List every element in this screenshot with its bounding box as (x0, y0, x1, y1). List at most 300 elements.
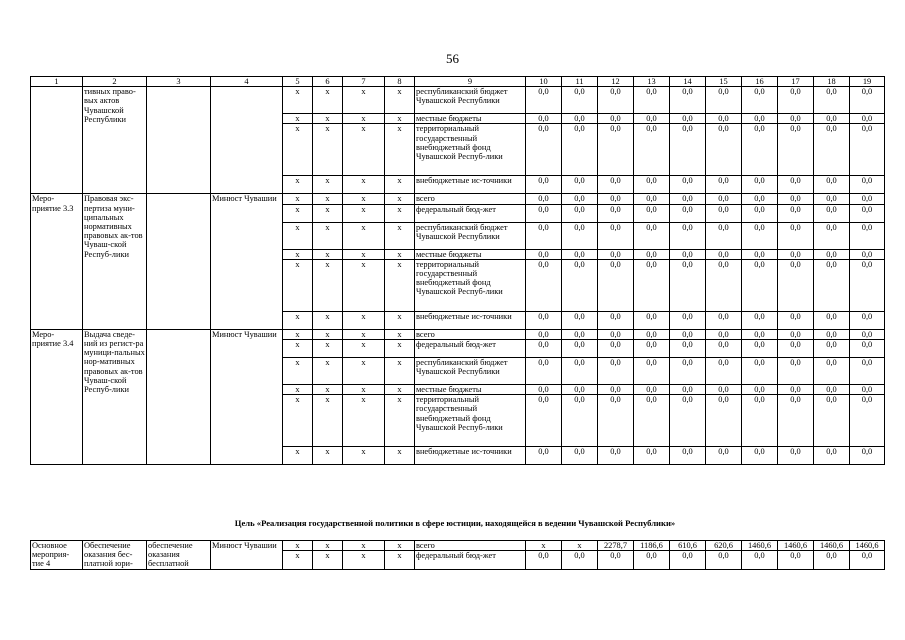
code-mark: x (343, 114, 385, 124)
code-mark: x (343, 87, 385, 114)
code-mark: x (343, 311, 385, 329)
amount-cell: 0,0 (598, 124, 634, 176)
amount-cell: 0,0 (526, 194, 562, 204)
amount-cell: 0,0 (634, 385, 670, 395)
code-mark: x (385, 551, 415, 569)
header-cell: 14 (670, 77, 706, 87)
funding-source: всего (415, 541, 526, 551)
amount-cell: 0,0 (706, 311, 742, 329)
amount-cell: 0,0 (670, 204, 706, 222)
amount-cell: 0,0 (850, 329, 885, 339)
amount-cell: 0,0 (634, 124, 670, 176)
amount-cell: 0,0 (526, 447, 562, 465)
code-mark: x (385, 385, 415, 395)
amount-cell: 0,0 (562, 176, 598, 194)
amount-cell: 0,0 (814, 340, 850, 358)
amount-cell: 0,0 (562, 194, 598, 204)
amount-cell: 0,0 (850, 395, 885, 447)
amount-cell: 0,0 (634, 551, 670, 569)
amount-cell: 0,0 (670, 447, 706, 465)
amount-cell: 0,0 (706, 114, 742, 124)
amount-cell: 0,0 (706, 124, 742, 176)
code-mark: x (283, 114, 313, 124)
funding-source: республиканский бюджет Чувашской Республики (415, 87, 526, 114)
funding-source: всего (415, 329, 526, 339)
budget-table (30, 76, 885, 465)
amount-cell: 0,0 (634, 204, 670, 222)
code-mark: x (343, 249, 385, 259)
code-mark: x (313, 340, 343, 358)
amount-cell: 1460,6 (778, 541, 814, 551)
funding-source: федеральный бюд-жет (415, 340, 526, 358)
amount-cell: 0,0 (706, 176, 742, 194)
code-mark: x (343, 204, 385, 222)
measure-goal (147, 87, 211, 194)
measure-name: Обеспечение оказания бес-платной юри- (83, 541, 147, 570)
amount-cell: 0,0 (526, 358, 562, 385)
amount-cell: 0,0 (670, 329, 706, 339)
amount-cell: 0,0 (670, 259, 706, 311)
amount-cell: 0,0 (562, 385, 598, 395)
amount-cell: 0,0 (850, 340, 885, 358)
amount-cell: 0,0 (634, 259, 670, 311)
amount-cell: 1186,6 (634, 541, 670, 551)
measure-code: Меро-приятие 3.4 (31, 329, 83, 464)
header-cell: 9 (415, 77, 526, 87)
amount-cell: 0,0 (670, 194, 706, 204)
amount-cell: 0,0 (850, 385, 885, 395)
amount-cell: 0,0 (814, 204, 850, 222)
amount-cell: 0,0 (742, 385, 778, 395)
amount-cell: 0,0 (562, 340, 598, 358)
amount-cell: 0,0 (706, 358, 742, 385)
code-mark: x (343, 541, 385, 551)
header-cell: 6 (313, 77, 343, 87)
table-row (31, 329, 885, 339)
header-cell: 16 (742, 77, 778, 87)
amount-cell: 0,0 (814, 194, 850, 204)
code-mark: x (313, 551, 343, 569)
amount-cell: 0,0 (634, 311, 670, 329)
amount-cell: 0,0 (706, 87, 742, 114)
page-number: 56 (446, 51, 459, 66)
code-mark: x (385, 194, 415, 204)
amount-cell: 0,0 (814, 551, 850, 569)
amount-cell: 0,0 (562, 114, 598, 124)
measure-code: Основное мероприя-тие 4 (31, 541, 83, 570)
amount-cell: 0,0 (670, 340, 706, 358)
code-mark: x (283, 87, 313, 114)
code-mark: x (283, 385, 313, 395)
amount-cell: 0,0 (742, 124, 778, 176)
amount-cell: 0,0 (670, 358, 706, 385)
code-mark: x (283, 395, 313, 447)
funding-source: республиканский бюджет Чувашской Республики (415, 222, 526, 249)
amount-cell: 0,0 (742, 114, 778, 124)
code-mark: x (283, 194, 313, 204)
amount-cell: 0,0 (634, 447, 670, 465)
amount-cell: 0,0 (562, 222, 598, 249)
code-mark: x (313, 395, 343, 447)
amount-cell: 0,0 (742, 176, 778, 194)
amount-cell: 0,0 (778, 358, 814, 385)
amount-cell: 0,0 (598, 311, 634, 329)
amount-cell: 0,0 (850, 204, 885, 222)
funding-source: федеральный бюд-жет (415, 551, 526, 569)
code-mark: x (283, 204, 313, 222)
code-mark: x (283, 447, 313, 465)
amount-cell: 0,0 (670, 87, 706, 114)
amount-cell: 0,0 (814, 114, 850, 124)
code-mark: x (313, 311, 343, 329)
code-mark: x (283, 311, 313, 329)
code-mark: x (343, 385, 385, 395)
amount-cell: 0,0 (526, 395, 562, 447)
amount-cell: x (562, 541, 598, 551)
header-cell: 1 (31, 77, 83, 87)
amount-cell: 0,0 (742, 340, 778, 358)
amount-cell: 0,0 (850, 194, 885, 204)
code-mark: x (385, 358, 415, 385)
amount-cell: 0,0 (850, 249, 885, 259)
amount-cell: 0,0 (850, 259, 885, 311)
amount-cell: 0,0 (526, 222, 562, 249)
amount-cell: 0,0 (778, 204, 814, 222)
amount-cell: 0,0 (670, 114, 706, 124)
amount-cell: 1460,6 (850, 541, 885, 551)
amount-cell: 0,0 (742, 204, 778, 222)
amount-cell: 0,0 (670, 222, 706, 249)
amount-cell: 0,0 (814, 176, 850, 194)
code-mark: x (343, 447, 385, 465)
funding-source: республиканский бюджет Чувашской Республики (415, 358, 526, 385)
amount-cell: 0,0 (526, 259, 562, 311)
code-mark: x (283, 222, 313, 249)
amount-cell: 0,0 (706, 329, 742, 339)
code-mark: x (283, 249, 313, 259)
amount-cell: 0,0 (598, 249, 634, 259)
header-cell: 17 (778, 77, 814, 87)
code-mark: x (343, 124, 385, 176)
amount-cell: 0,0 (634, 249, 670, 259)
amount-cell: 1460,6 (814, 541, 850, 551)
funding-source: внебюджетные ис-точники (415, 447, 526, 465)
amount-cell: 0,0 (670, 176, 706, 194)
code-mark: x (385, 249, 415, 259)
amount-cell: 0,0 (598, 114, 634, 124)
goal-heading: Цель «Реализация государственной политики в сфере юстиции, находящейся в ведении Чувашской Республики» (234, 518, 676, 528)
header-cell: 2 (83, 77, 147, 87)
code-mark: x (343, 551, 385, 569)
amount-cell: 0,0 (778, 194, 814, 204)
amount-cell: 0,0 (526, 329, 562, 339)
amount-cell: 0,0 (814, 447, 850, 465)
code-mark: x (343, 329, 385, 339)
responsible-executor: Минюст Чувашии (211, 194, 283, 329)
amount-cell: 2278,7 (598, 541, 634, 551)
amount-cell: 0,0 (778, 385, 814, 395)
amount-cell: 0,0 (814, 87, 850, 114)
amount-cell: 0,0 (562, 311, 598, 329)
amount-cell: 620,6 (706, 541, 742, 551)
code-mark: x (313, 87, 343, 114)
amount-cell: 1460,6 (742, 541, 778, 551)
code-mark: x (313, 259, 343, 311)
table-row (31, 541, 885, 551)
amount-cell: 0,0 (562, 447, 598, 465)
amount-cell: 610,6 (670, 541, 706, 551)
amount-cell: 0,0 (526, 176, 562, 194)
amount-cell: 0,0 (850, 447, 885, 465)
code-mark: x (385, 114, 415, 124)
amount-cell: 0,0 (634, 176, 670, 194)
code-mark: x (385, 447, 415, 465)
code-mark: x (283, 176, 313, 194)
code-mark: x (313, 176, 343, 194)
amount-cell: 0,0 (598, 358, 634, 385)
amount-cell: 0,0 (706, 340, 742, 358)
funding-source: федеральный бюд-жет (415, 204, 526, 222)
amount-cell: 0,0 (814, 395, 850, 447)
amount-cell: 0,0 (526, 551, 562, 569)
amount-cell: 0,0 (778, 87, 814, 114)
amount-cell: 0,0 (634, 329, 670, 339)
code-mark: x (283, 541, 313, 551)
amount-cell: 0,0 (526, 204, 562, 222)
amount-cell: 0,0 (670, 249, 706, 259)
amount-cell: 0,0 (742, 329, 778, 339)
table-row (31, 194, 885, 204)
budget-table-continued (30, 540, 885, 570)
measure-goal (147, 194, 211, 329)
code-mark: x (283, 358, 313, 385)
amount-cell: 0,0 (778, 551, 814, 569)
header-cell: 18 (814, 77, 850, 87)
amount-cell: 0,0 (670, 385, 706, 395)
code-mark: x (313, 222, 343, 249)
code-mark: x (283, 329, 313, 339)
amount-cell: 0,0 (742, 447, 778, 465)
code-mark: x (313, 329, 343, 339)
funding-source: всего (415, 194, 526, 204)
code-mark: x (313, 541, 343, 551)
amount-cell: 0,0 (814, 124, 850, 176)
code-mark: x (313, 114, 343, 124)
measure-code: Меро-приятие 3.3 (31, 194, 83, 329)
amount-cell: 0,0 (598, 340, 634, 358)
amount-cell: x (526, 541, 562, 551)
measure-goal (147, 329, 211, 464)
measure-code (31, 87, 83, 194)
code-mark: x (385, 329, 415, 339)
code-mark: x (313, 249, 343, 259)
amount-cell: 0,0 (634, 114, 670, 124)
amount-cell: 0,0 (634, 340, 670, 358)
amount-cell: 0,0 (742, 222, 778, 249)
measure-name: Выдача сведе-ний из регист-ра муници-пальных нор-мативных правовых ак-тов Чуваш-ской Респуб-лики (83, 329, 147, 464)
code-mark: x (343, 340, 385, 358)
measure-goal: обеспечение оказания бесплатной (147, 541, 211, 570)
amount-cell: 0,0 (598, 447, 634, 465)
header-cell: 15 (706, 77, 742, 87)
amount-cell: 0,0 (526, 87, 562, 114)
code-mark: x (385, 340, 415, 358)
amount-cell: 0,0 (742, 249, 778, 259)
amount-cell: 0,0 (850, 358, 885, 385)
amount-cell: 0,0 (670, 551, 706, 569)
amount-cell: 0,0 (562, 358, 598, 385)
amount-cell: 0,0 (778, 124, 814, 176)
amount-cell: 0,0 (814, 249, 850, 259)
responsible-executor: Минюст Чувашии (211, 541, 283, 570)
amount-cell: 0,0 (742, 87, 778, 114)
code-mark: x (283, 259, 313, 311)
code-mark: x (343, 395, 385, 447)
code-mark: x (385, 222, 415, 249)
amount-cell: 0,0 (850, 551, 885, 569)
funding-source: местные бюджеты (415, 385, 526, 395)
code-mark: x (283, 551, 313, 569)
header-cell: 13 (634, 77, 670, 87)
header-cell: 4 (211, 77, 283, 87)
code-mark: x (313, 204, 343, 222)
measure-name: тивных право-вых актов Чувашской Республики (83, 87, 147, 194)
amount-cell: 0,0 (670, 395, 706, 447)
amount-cell: 0,0 (814, 311, 850, 329)
amount-cell: 0,0 (526, 311, 562, 329)
code-mark: x (313, 124, 343, 176)
amount-cell: 0,0 (850, 176, 885, 194)
code-mark: x (343, 222, 385, 249)
funding-source: внебюджетные ис-точники (415, 176, 526, 194)
amount-cell: 0,0 (850, 124, 885, 176)
amount-cell: 0,0 (598, 176, 634, 194)
amount-cell: 0,0 (526, 340, 562, 358)
code-mark: x (385, 204, 415, 222)
code-mark: x (385, 124, 415, 176)
code-mark: x (283, 124, 313, 176)
amount-cell: 0,0 (634, 87, 670, 114)
amount-cell: 0,0 (742, 551, 778, 569)
code-mark: x (385, 259, 415, 311)
header-cell: 5 (283, 77, 313, 87)
amount-cell: 0,0 (742, 259, 778, 311)
header-cell: 10 (526, 77, 562, 87)
amount-cell: 0,0 (778, 222, 814, 249)
amount-cell: 0,0 (670, 124, 706, 176)
amount-cell: 0,0 (778, 447, 814, 465)
amount-cell: 0,0 (562, 124, 598, 176)
amount-cell: 0,0 (814, 222, 850, 249)
amount-cell: 0,0 (706, 385, 742, 395)
amount-cell: 0,0 (598, 385, 634, 395)
amount-cell: 0,0 (706, 259, 742, 311)
amount-cell: 0,0 (562, 395, 598, 447)
code-mark: x (283, 340, 313, 358)
funding-source: территориальный государственный внебюджетный фонд Чувашской Респуб-лики (415, 259, 526, 311)
amount-cell: 0,0 (850, 222, 885, 249)
amount-cell: 0,0 (778, 395, 814, 447)
amount-cell: 0,0 (742, 395, 778, 447)
amount-cell: 0,0 (742, 311, 778, 329)
responsible-executor (211, 87, 283, 194)
amount-cell: 0,0 (526, 114, 562, 124)
code-mark: x (385, 541, 415, 551)
header-cell: 7 (343, 77, 385, 87)
amount-cell: 0,0 (526, 124, 562, 176)
amount-cell: 0,0 (778, 329, 814, 339)
code-mark: x (385, 311, 415, 329)
amount-cell: 0,0 (706, 194, 742, 204)
amount-cell: 0,0 (562, 329, 598, 339)
amount-cell: 0,0 (778, 259, 814, 311)
amount-cell: 0,0 (778, 114, 814, 124)
amount-cell: 0,0 (598, 259, 634, 311)
funding-source: территориальный государственный внебюджетный фонд Чувашской Респуб-лики (415, 124, 526, 176)
amount-cell: 0,0 (598, 395, 634, 447)
amount-cell: 0,0 (634, 395, 670, 447)
amount-cell: 0,0 (742, 194, 778, 204)
header-row (31, 77, 885, 87)
code-mark: x (313, 385, 343, 395)
amount-cell: 0,0 (634, 358, 670, 385)
header-cell: 3 (147, 77, 211, 87)
amount-cell: 0,0 (634, 194, 670, 204)
amount-cell: 0,0 (634, 222, 670, 249)
amount-cell: 0,0 (814, 385, 850, 395)
amount-cell: 0,0 (598, 87, 634, 114)
amount-cell: 0,0 (598, 194, 634, 204)
code-mark: x (313, 194, 343, 204)
header-cell: 19 (850, 77, 885, 87)
code-mark: x (343, 259, 385, 311)
amount-cell: 0,0 (778, 249, 814, 259)
amount-cell: 0,0 (598, 204, 634, 222)
code-mark: x (313, 358, 343, 385)
header-cell: 12 (598, 77, 634, 87)
amount-cell: 0,0 (598, 222, 634, 249)
amount-cell: 0,0 (706, 249, 742, 259)
code-mark: x (313, 447, 343, 465)
amount-cell: 0,0 (706, 447, 742, 465)
code-mark: x (343, 194, 385, 204)
code-mark: x (343, 176, 385, 194)
amount-cell: 0,0 (850, 114, 885, 124)
code-mark: x (385, 176, 415, 194)
amount-cell: 0,0 (562, 249, 598, 259)
amount-cell: 0,0 (778, 340, 814, 358)
amount-cell: 0,0 (706, 551, 742, 569)
amount-cell: 0,0 (598, 329, 634, 339)
header-cell: 8 (385, 77, 415, 87)
amount-cell: 0,0 (526, 249, 562, 259)
amount-cell: 0,0 (706, 395, 742, 447)
amount-cell: 0,0 (778, 176, 814, 194)
table-row (31, 87, 885, 114)
amount-cell: 0,0 (814, 358, 850, 385)
amount-cell: 0,0 (562, 551, 598, 569)
amount-cell: 0,0 (850, 87, 885, 114)
funding-source: внебюджетные ис-точники (415, 311, 526, 329)
amount-cell: 0,0 (706, 204, 742, 222)
amount-cell: 0,0 (778, 311, 814, 329)
amount-cell: 0,0 (598, 551, 634, 569)
amount-cell: 0,0 (562, 87, 598, 114)
code-mark: x (343, 358, 385, 385)
amount-cell: 0,0 (706, 222, 742, 249)
code-mark: x (385, 395, 415, 447)
amount-cell: 0,0 (562, 204, 598, 222)
